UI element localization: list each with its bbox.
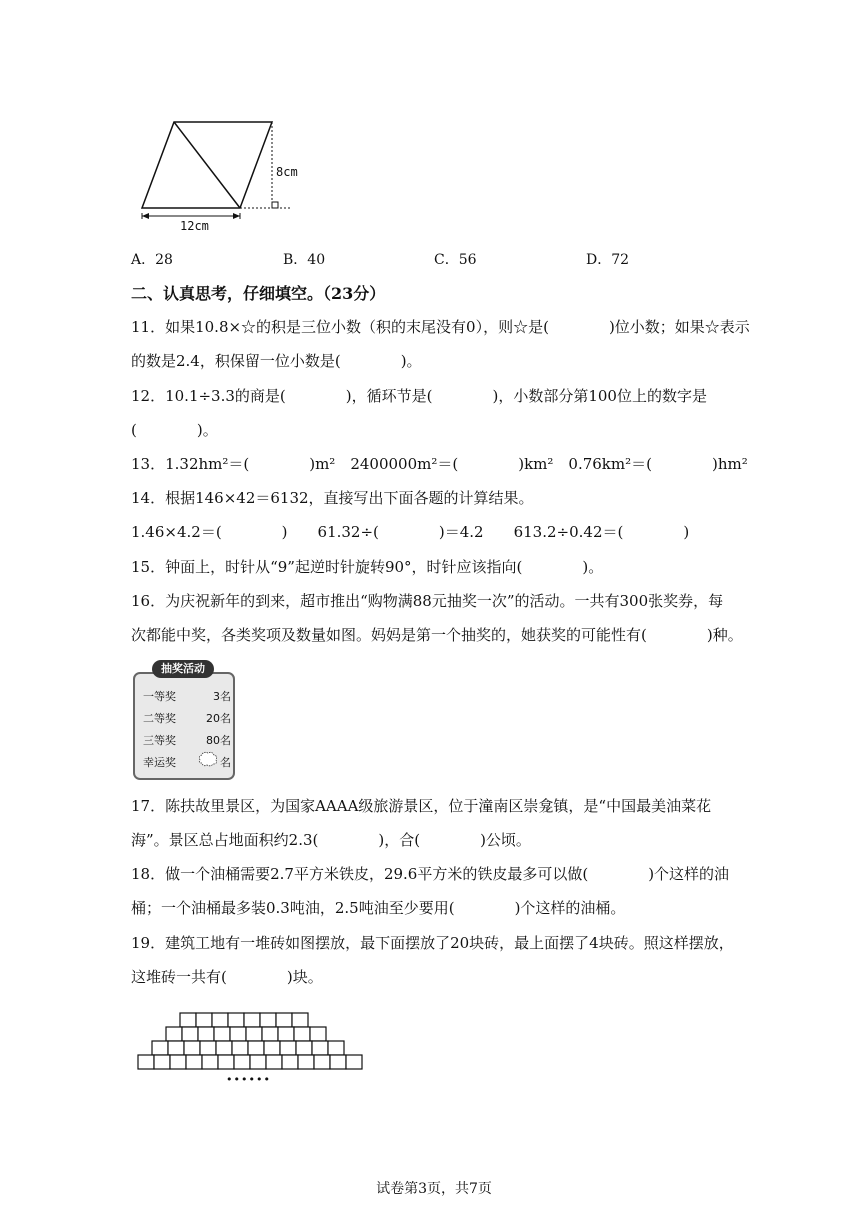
brick <box>216 1041 232 1055</box>
base-label: 12cm <box>180 219 209 233</box>
brick <box>282 1055 298 1069</box>
page-footer: 试卷第3页，共7页 <box>376 1181 492 1197</box>
brick <box>230 1027 246 1041</box>
brick <box>218 1055 234 1069</box>
option-c: C．56 <box>434 252 477 268</box>
brick <box>202 1055 218 1069</box>
brick <box>260 1013 276 1027</box>
brick <box>276 1013 292 1027</box>
brick <box>278 1027 294 1041</box>
option-b: B．40 <box>283 252 326 268</box>
brick <box>184 1041 200 1055</box>
brick <box>292 1013 308 1027</box>
brick <box>262 1027 278 1041</box>
cloud-icon <box>197 751 219 768</box>
brick <box>166 1027 182 1041</box>
brick <box>152 1041 168 1055</box>
q16-line1: 16．为庆祝新年的到来，超市推出“购物满88元抽奖一次”的活动。一共有300张奖券，每 <box>131 592 724 610</box>
brick <box>196 1013 212 1027</box>
brick <box>168 1041 184 1055</box>
brick <box>212 1013 228 1027</box>
brick <box>232 1041 248 1055</box>
prize-card <box>133 672 235 780</box>
brick <box>246 1027 262 1041</box>
brick <box>298 1055 314 1069</box>
q11-line2: 的数是2.4，积保留一位小数是( )。 <box>131 352 422 370</box>
q19-line2: 这堆砖一共有( )块。 <box>131 968 323 986</box>
brick <box>310 1027 326 1041</box>
brick <box>182 1027 198 1041</box>
section-title: 二、认真思考，仔细填空。（23分） <box>131 284 386 303</box>
prize-count: 3名 <box>213 690 231 703</box>
brick <box>248 1041 264 1055</box>
q17-line1: 17．陈扶故里景区，为国家AAAA级旅游景区，位于潼南区崇龛镇，是“中国最美油菜花 <box>131 797 712 815</box>
option-d: D．72 <box>586 252 630 268</box>
brick <box>328 1041 344 1055</box>
q19-line1: 19．建筑工地有一堆砖如图摆放，最下面摆放了20块砖，最上面摆了4块砖。照这样摆放， <box>131 934 734 952</box>
brick <box>296 1041 312 1055</box>
q12-line1: 12．10.1÷3.3的商是( )，循环节是( )，小数部分第100位上的数字是 <box>131 387 707 405</box>
brick <box>266 1055 282 1069</box>
prize-name: 三等奖 <box>143 734 176 747</box>
brick <box>180 1013 196 1027</box>
prize-count: 名 <box>220 756 231 769</box>
brick <box>214 1027 230 1041</box>
parallelogram-figure <box>130 112 320 237</box>
q11-line1: 11．如果10.8×☆的积是三位小数（积的末尾没有0），则☆是( )位小数；如果☆表示 <box>131 318 750 336</box>
brick <box>200 1041 216 1055</box>
brick <box>346 1055 362 1069</box>
prize-count: 20名 <box>206 712 231 725</box>
q13-line: 13．1.32hm²＝( )m² 2400000m²＝( )km² 0.76km²＝( )hm² <box>131 455 748 473</box>
brick <box>138 1055 154 1069</box>
q18-line2: 桶；一个油桶最多装0.3吨油，2.5吨油至少要用( )个这样的油桶。 <box>131 899 626 917</box>
q14-line2: 1.46×4.2＝( ) 61.32÷( )＝4.2 613.2÷0.42＝( ) <box>131 523 690 541</box>
brick <box>170 1055 186 1069</box>
brick <box>330 1055 346 1069</box>
height-label: 8cm <box>276 165 298 179</box>
prize-count: 80名 <box>206 734 231 747</box>
brick <box>264 1041 280 1055</box>
q17-line2: 海”。景区总占地面积约2.3( )，合( )公顷。 <box>131 831 531 849</box>
q16-line2: 次都能中奖，各类奖项及数量如图。妈妈是第一个抽奖的，她获奖的可能性有( )种。 <box>131 626 743 644</box>
q14-line1: 14．根据146×42＝6132，直接写出下面各题的计算结果。 <box>131 489 534 507</box>
prize-name: 一等奖 <box>143 690 176 703</box>
brick <box>314 1055 330 1069</box>
prize-name: 二等奖 <box>143 712 176 725</box>
brick-stack-figure <box>130 1005 370 1077</box>
brick <box>250 1055 266 1069</box>
q12-line2: ( )。 <box>131 421 218 439</box>
prize-name: 幸运奖 <box>143 756 176 769</box>
brick <box>186 1055 202 1069</box>
brick <box>312 1041 328 1055</box>
brick <box>234 1055 250 1069</box>
brick <box>280 1041 296 1055</box>
brick <box>198 1027 214 1041</box>
brick <box>294 1027 310 1041</box>
q15-line: 15．钟面上，时针从“9”起逆时针旋转90°，时针应该指向( )。 <box>131 558 604 576</box>
brick <box>228 1013 244 1027</box>
q18-line1: 18．做一个油桶需要2.7平方米铁皮，29.6平方米的铁皮最多可以做( )个这样的油 <box>131 865 730 883</box>
option-a: A．28 <box>131 252 173 268</box>
brick <box>244 1013 260 1027</box>
brick <box>154 1055 170 1069</box>
prize-card-title: 抽奖活动 <box>152 660 214 678</box>
brick-ellipsis: •••••• <box>226 1073 271 1086</box>
